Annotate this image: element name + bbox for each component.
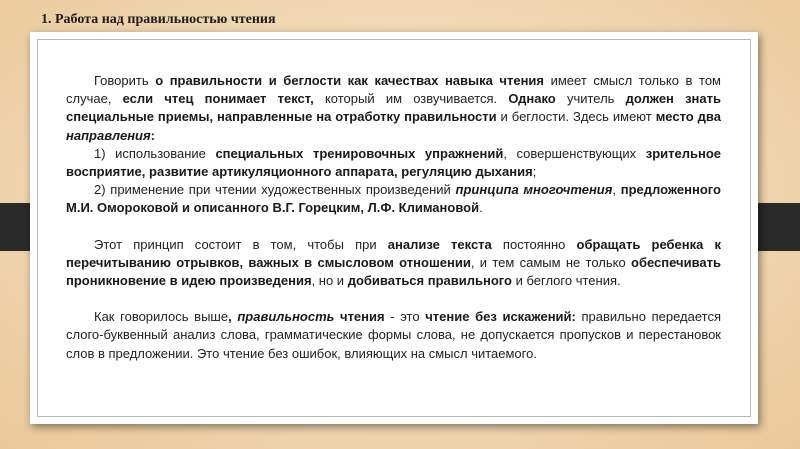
paragraph xyxy=(66,236,721,291)
slide-title: 1. Работа над правильностью чтения xyxy=(41,12,276,27)
text-segment: принципа многочтения xyxy=(455,182,613,198)
text-segment: анализе текста xyxy=(387,236,492,252)
text-segment: добиваться правильного xyxy=(347,273,512,289)
text-segment: правильность xyxy=(237,309,335,325)
text-segment: , но и xyxy=(311,273,348,289)
text-segment: , xyxy=(228,309,238,325)
text-segment: 1) использование xyxy=(94,145,216,161)
text-segment xyxy=(456,182,613,197)
text-segment: должен знать специальные приемы, направленные на отработку правильности xyxy=(66,91,721,125)
text-segment: который им озвучивается. xyxy=(313,91,509,107)
paragraph xyxy=(66,308,721,363)
text-segment: 2) применение при чтении художественных произведений xyxy=(94,182,456,198)
text-segment: учитель xyxy=(555,91,626,107)
text-segment: Говорить xyxy=(94,73,156,88)
text-segment: обеспечивать проникновение в идею произведения xyxy=(66,254,721,289)
text-segment: Этот принцип состоит в том, чтобы при xyxy=(94,236,388,252)
text-segment: Однако xyxy=(508,91,556,107)
text-segment: , xyxy=(612,182,621,198)
text-segment: предложенного М.И. Омороковой и описанного В.Г. Горецким, Л.Ф. Климановой xyxy=(66,182,721,216)
text-segment xyxy=(237,309,334,324)
text-segment: постоянно xyxy=(491,236,577,252)
text-segment: обращать ребенка к перечитыванию отрывков, важных в смысловом отношении xyxy=(66,236,722,270)
text-body xyxy=(66,72,721,363)
text-segment: зрительное восприятие, развитие артикуляционного аппарата, регуляцию дыхания xyxy=(66,145,721,180)
paragraph xyxy=(66,145,721,181)
text-segment: Как говорилось выше xyxy=(94,309,229,325)
text-segment: и беглости. Здесь имеют xyxy=(496,109,656,125)
text-segment: ; xyxy=(532,164,537,180)
text-segment: , и тем самым не только xyxy=(470,254,632,270)
text-segment: . xyxy=(479,200,483,216)
text-segment: правильно передается слого-буквенный анализ слова, грамматические формы слова, не допускается пропусков и перестановок слов в предложении. Это чтение без ошибок, влияющих на смысл читаемого. xyxy=(66,309,721,361)
text-segment xyxy=(66,128,151,143)
paragraph xyxy=(66,181,721,217)
paragraph xyxy=(66,72,721,145)
text-segment: - это xyxy=(384,309,426,325)
text-segment: имеет смысл только в том случае, xyxy=(66,73,721,107)
text-segment: и беглого чтения. xyxy=(511,273,621,289)
text-segment: : xyxy=(150,127,155,143)
text-segment: чтения xyxy=(334,309,385,325)
text-segment: , совершенствующих xyxy=(503,145,646,161)
left-accent-bar xyxy=(0,203,30,251)
text-segment: место два xyxy=(655,109,721,125)
text-segment: о правильности и беглости как качествах навыка чтения xyxy=(155,73,545,88)
text-segment: чтение без искажений: xyxy=(425,309,576,325)
text-segment: специальных тренировочных упражнений xyxy=(215,145,504,161)
text-segment: направления xyxy=(66,127,151,143)
text-segment: если чтец понимает текст, xyxy=(122,91,314,107)
